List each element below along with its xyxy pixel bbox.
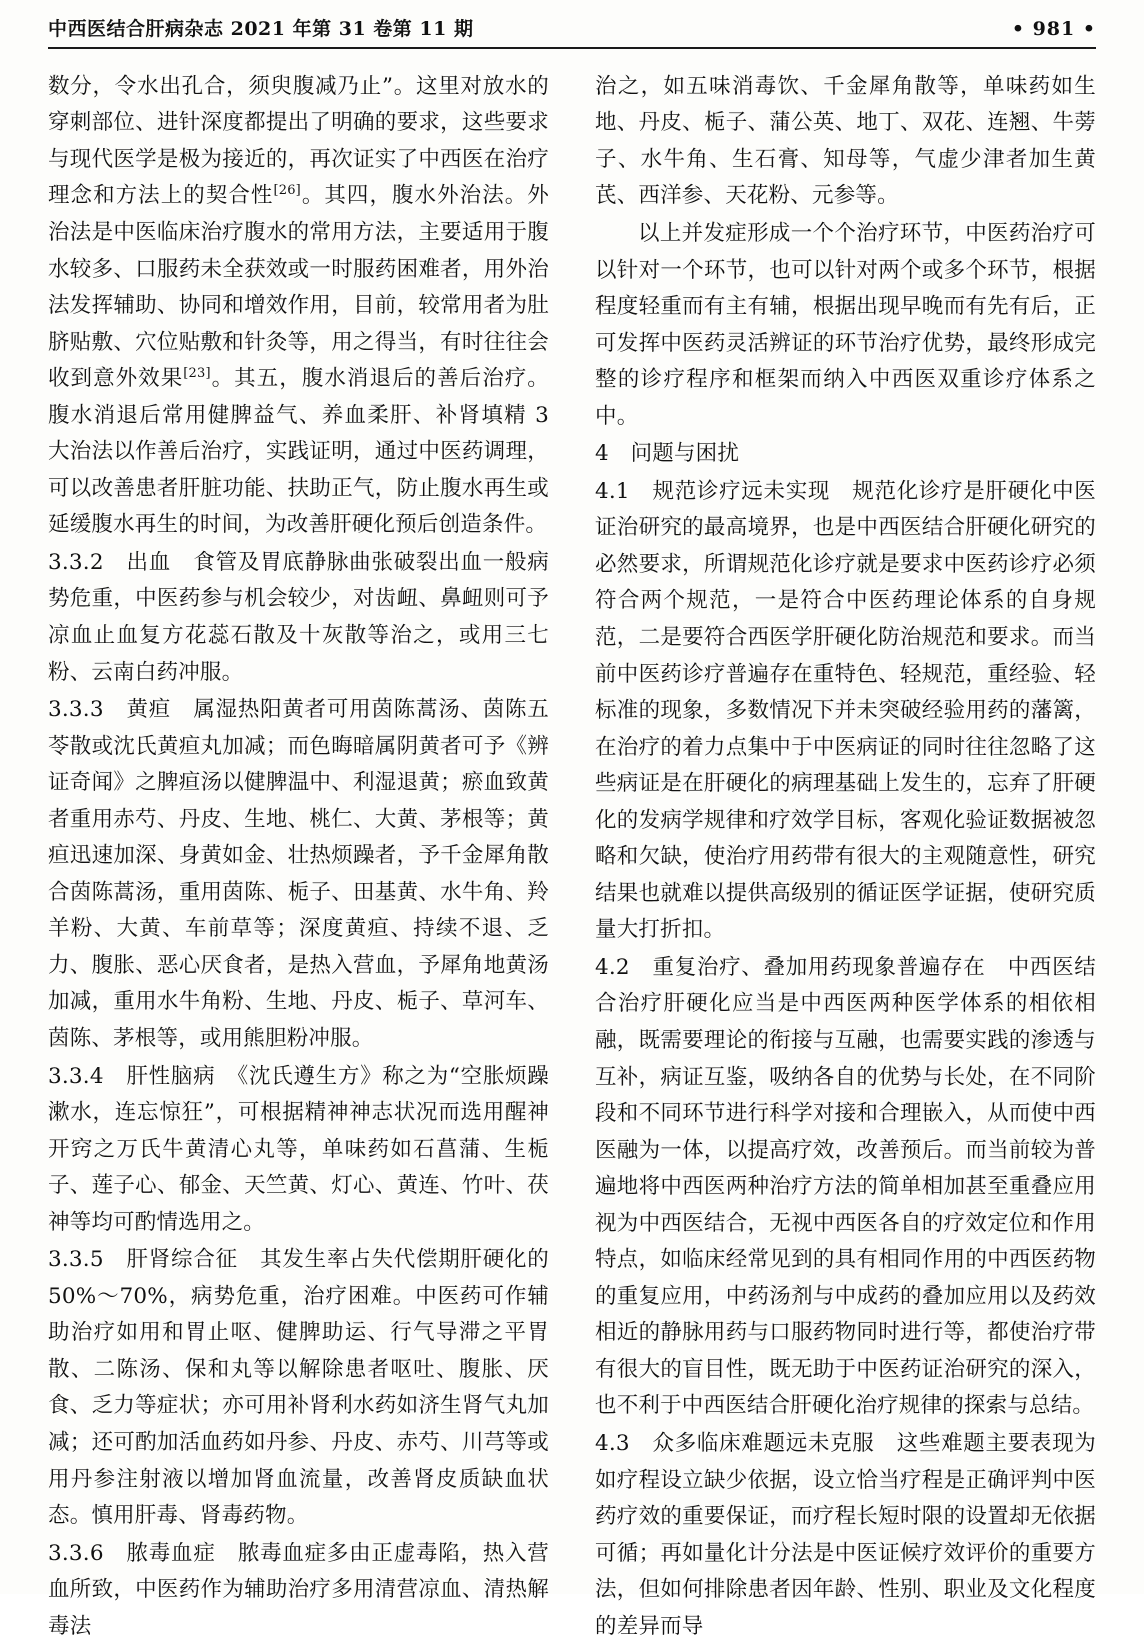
para-3-3-5: 3.3.5 肝肾综合征 其发生率占失代偿期肝硬化的50%～70%，病势危重，治疗困难。中医药可作辅助治疗如用和胃止呕、健脾助运、行气导滞之平胃散、二陈汤、保和丸等以解除患者呕吐、腹胀、厌食、乏力等症状；亦可用补肾利水药如济生肾气丸加减；还可酌加活血药如丹参、丹皮、赤芍、川芎等或用丹参注射液以增加肾血流量，改善肾皮质缺血状态。慎用肝毒、肾毒药物。: [48, 1247, 549, 1529]
para-text-cont: 。其四，腹水外治法。外治法是中医临床治疗腹水的常用方法，主要适用于腹水较多、口服药未全获效或一时服药困难者，用外治法发挥辅助、协同和增效作用，目前，较常用者为肚脐贴敷、穴位贴敷和针灸等，用之得当，有时往往会收到意外效果: [48, 183, 549, 392]
para-text-cont2: 。其五，腹水消退后的善后治疗。腹水消退后常用健脾益气、养血柔肝、补肾填精 3 大治法以作善后治疗，实践证明，通过中医药调理，可以改善患者肝脏功能、扶助正气，防止腹水再生或延缓腹水再生的时间，为改善肝硬化预后创造条件。: [48, 366, 549, 538]
heading-section-4: 4 问题与困扰: [595, 441, 740, 467]
para-ascites-puncture: [48, 69, 549, 544]
para-3-3-2: 3.3.2 出血 食管及胃底静脉曲张破裂出血一般病势危重，中医药参与机会较少，对齿衄、鼻衄则可予凉血止血复方花蕊石散及十灰散等治之，或用三七粉、云南白药冲服。: [48, 549, 549, 685]
para-complications-summary: 以上并发症形成一个个治疗环节，中医药治疗可以针对一个环节，也可以针对两个或多个环节，根据程度轻重而有主有辅，根据出现早晚而有先有后，正可发挥中医药灵活辨证的环节治疗优势，最终形成完整的诊疗程序和框架而纳入中西医双重诊疗体系之中。: [595, 220, 1096, 429]
para-3-3-4: 3.3.4 肝性脑病 《沈氏遵生方》称之为“空胀烦躁漱水，连忘惊狂”，可根据精神神志状况而选用醒神开窍之万氏牛黄清心丸等，单味药如石菖蒲、生栀子、莲子心、郁金、天竺黄、灯心、黄连、竹叶、茯神等均可酌情选用之。: [48, 1063, 549, 1235]
left-column: [48, 69, 549, 1646]
journal-title-line: 中西医结合肝病杂志 2021 年第 31 卷第 11 期: [48, 18, 474, 40]
para-4-3: 4.3 众多临床难题远未克服 这些难题主要表现为如疗程设立缺少依据，设立恰当疗程是正确评判中医药疗效的重要保证，而疗程长短时限的设置却无依据可循；再如量化计分法是中医证候疗效评价的重要方法，但如何排除患者因年龄、性别、职业及文化程度的差异而导: [595, 1431, 1096, 1639]
page-number: • 981 •: [1011, 18, 1096, 40]
reference-marker-26: [26]: [273, 183, 301, 199]
page-header: [48, 18, 1096, 49]
para-text: 数分，令水出孔合，须臾腹减乃止”。这里对放水的穿刺部位、进针深度都提出了明确的要求，这些要求与现代医学是极为接近的，再次证实了中西医在治疗理念和方法上的契合性: [48, 73, 549, 209]
para-sepsis-continued: 治之，如五味消毒饮、千金犀角散等，单味药如生地、丹皮、栀子、蒲公英、地丁、双花、连翘、牛蒡子、水牛角、生石膏、知母等，气虚少津者加生黄芪、西洋参、天花粉、元参等。: [595, 73, 1096, 209]
para-3-3-3: 3.3.3 黄疸 属湿热阳黄者可用茵陈蒿汤、茵陈五苓散或沈氏黄疸丸加减；而色晦暗属阴黄者可予《辨证奇闻》之脾疸汤以健脾温中、利湿退黄；瘀血致黄者重用赤芍、丹皮、生地、桃仁、大黄、茅根等；黄疸迅速加深、身黄如金、壮热烦躁者，予千金犀角散合茵陈蒿汤，重用茵陈、栀子、田基黄、水牛角、羚羊粉、大黄、车前草等；深度黄疸、持续不退、乏力、腹胀、恶心厌食者，是热入营血，予犀角地黄汤加减，重用水牛角粉、生地、丹皮、栀子、草河车、茵陈、茅根等，或用熊胆粉冲服。: [48, 697, 549, 1052]
right-column: [595, 69, 1096, 1646]
reference-marker-23: [23]: [183, 366, 211, 382]
para-4-2: 4.2 重复治疗、叠加用药现象普遍存在 中西医结合治疗肝硬化应当是中西医两种医学体系的相依相融，既需要理论的衔接与互融，也需要实践的渗透与互补，病证互鉴，吸纳各自的优势与长处，在不同阶段和不同环节进行科学对接和合理嵌入，从而使中西医融为一体，以提高疗效，改善预后。而当前较为普遍地将中西医两种治疗方法的简单相加甚至重叠应用视为中西医结合，无视中西医各自的疗效定位和作用特点，如临床经常见到的具有相同作用的中西医药物的重复应用，中药汤剂与中成药的叠加应用以及药效相近的静脉用药与口服药物同时进行等，都使治疗带有很大的盲目性，既无助于中医药证治研究的深入，也不利于中西医结合肝硬化治疗规律的探索与总结。: [595, 954, 1096, 1419]
para-4-1: 4.1 规范诊疗远未实现 规范化诊疗是肝硬化中医证治研究的最高境界，也是中西医结合肝硬化研究的必然要求，所谓规范化诊疗就是要求中医药诊疗必须符合两个规范，一是符合中医药理论体系的自身规范，二是要符合西医学肝硬化防治规范和要求。而当前中医药诊疗普遍存在重特色、轻规范，重经验、轻标准的现象，多数情况下并未突破经验用药的藩篱，在治疗的着力点集中于中医病证的同时往往忽略了这些病证是在肝硬化的病理基础上发生的，忘弃了肝硬化的发病学规律和疗效学目标，客观化验证数据被忽略和欠缺，使治疗用药带有很大的主观随意性，研究结果也就难以提供高级别的循证医学证据，使研究质量大打折扣。: [595, 478, 1096, 943]
para-3-3-6: 3.3.6 脓毒血症 脓毒血症多由正虚毒陷，热入营血所致，中医药作为辅助治疗多用清营凉血、清热解毒法: [48, 1540, 549, 1639]
two-column-body: [48, 69, 1096, 1646]
